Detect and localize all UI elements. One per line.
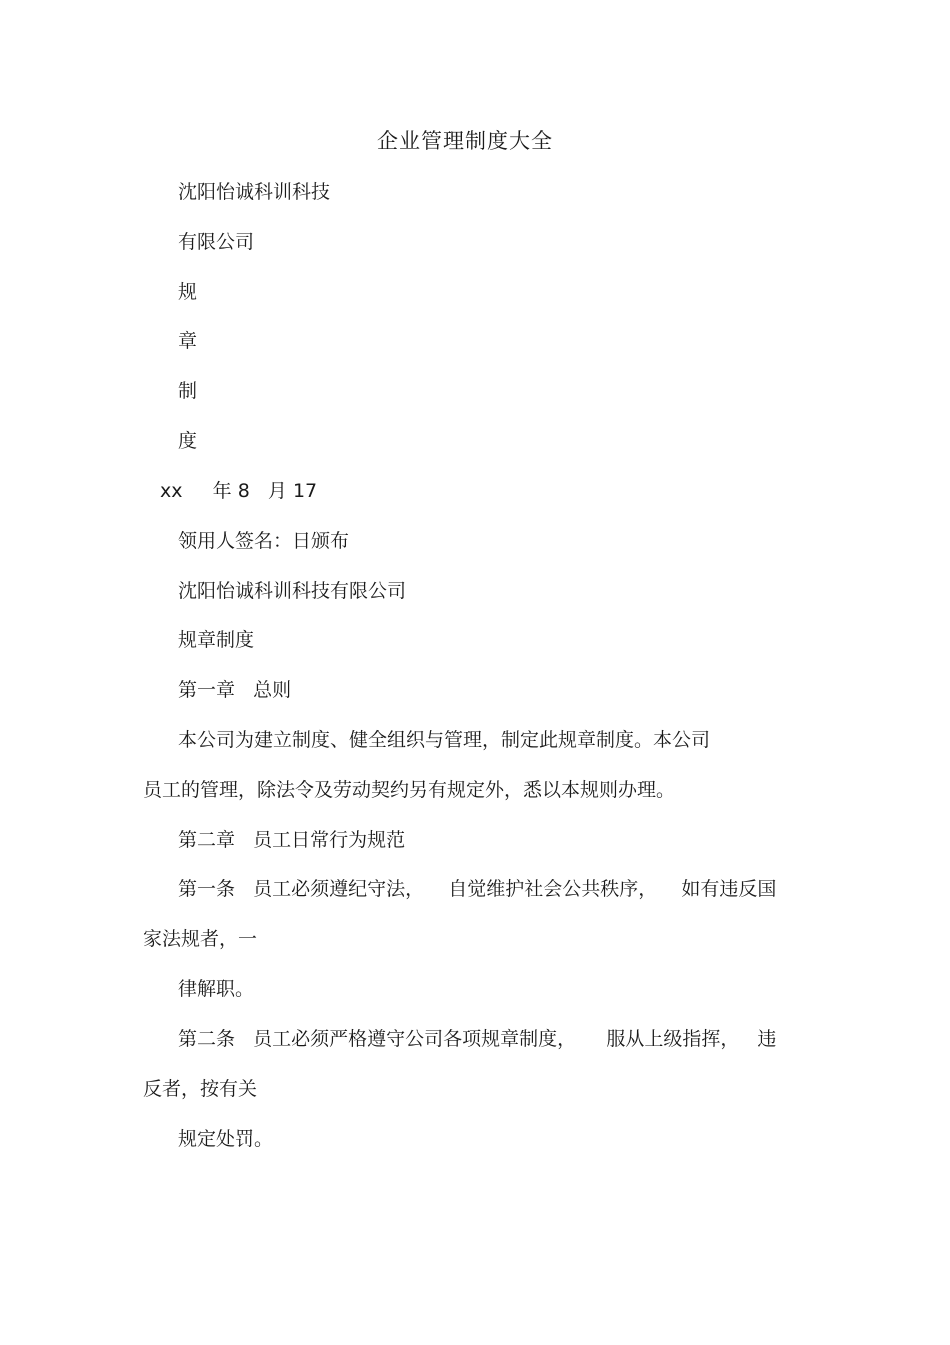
paragraph-line: 本公司为建立制度、健全组织与管理，制定此规章制度。本公司 <box>178 729 711 751</box>
article-2-line: 反者，按有关 <box>143 1078 258 1100</box>
vertical-char-1: 规 <box>178 281 198 303</box>
company-name-part1: 沈阳怡诚科训科技 <box>178 181 331 203</box>
article-1-line: 家法规者，一 <box>143 928 258 950</box>
date-line: xx 年 8 月 17 <box>160 480 318 502</box>
vertical-char-2: 章 <box>178 330 198 352</box>
section-heading: 规章制度 <box>178 629 255 651</box>
article-2-line: 第二条 员工必须严格遵守公司各项规章制度， 服从上级指挥， 违 <box>178 1028 777 1050</box>
chapter-2-heading: 第二章 员工日常行为规范 <box>178 829 406 851</box>
article-2-line: 规定处罚。 <box>178 1128 274 1150</box>
chapter-1-heading: 第一章 总则 <box>178 679 292 701</box>
paragraph-line: 员工的管理，除法令及劳动契约另有规定外，悉以本规则办理。 <box>143 779 676 801</box>
signature-line: 领用人签名：日颁布 <box>178 530 350 552</box>
vertical-char-3: 制 <box>178 380 198 402</box>
company-full-name: 沈阳怡诚科训科技有限公司 <box>178 580 407 602</box>
vertical-char-4: 度 <box>178 430 198 452</box>
company-name-part2: 有限公司 <box>178 231 255 253</box>
document-title: 企业管理制度大全 <box>377 129 553 153</box>
article-1-line: 律解职。 <box>178 978 255 1000</box>
article-1-line: 第一条 员工必须遵纪守法， 自觉维护社会公共秩序， 如有违反国 <box>178 878 777 900</box>
